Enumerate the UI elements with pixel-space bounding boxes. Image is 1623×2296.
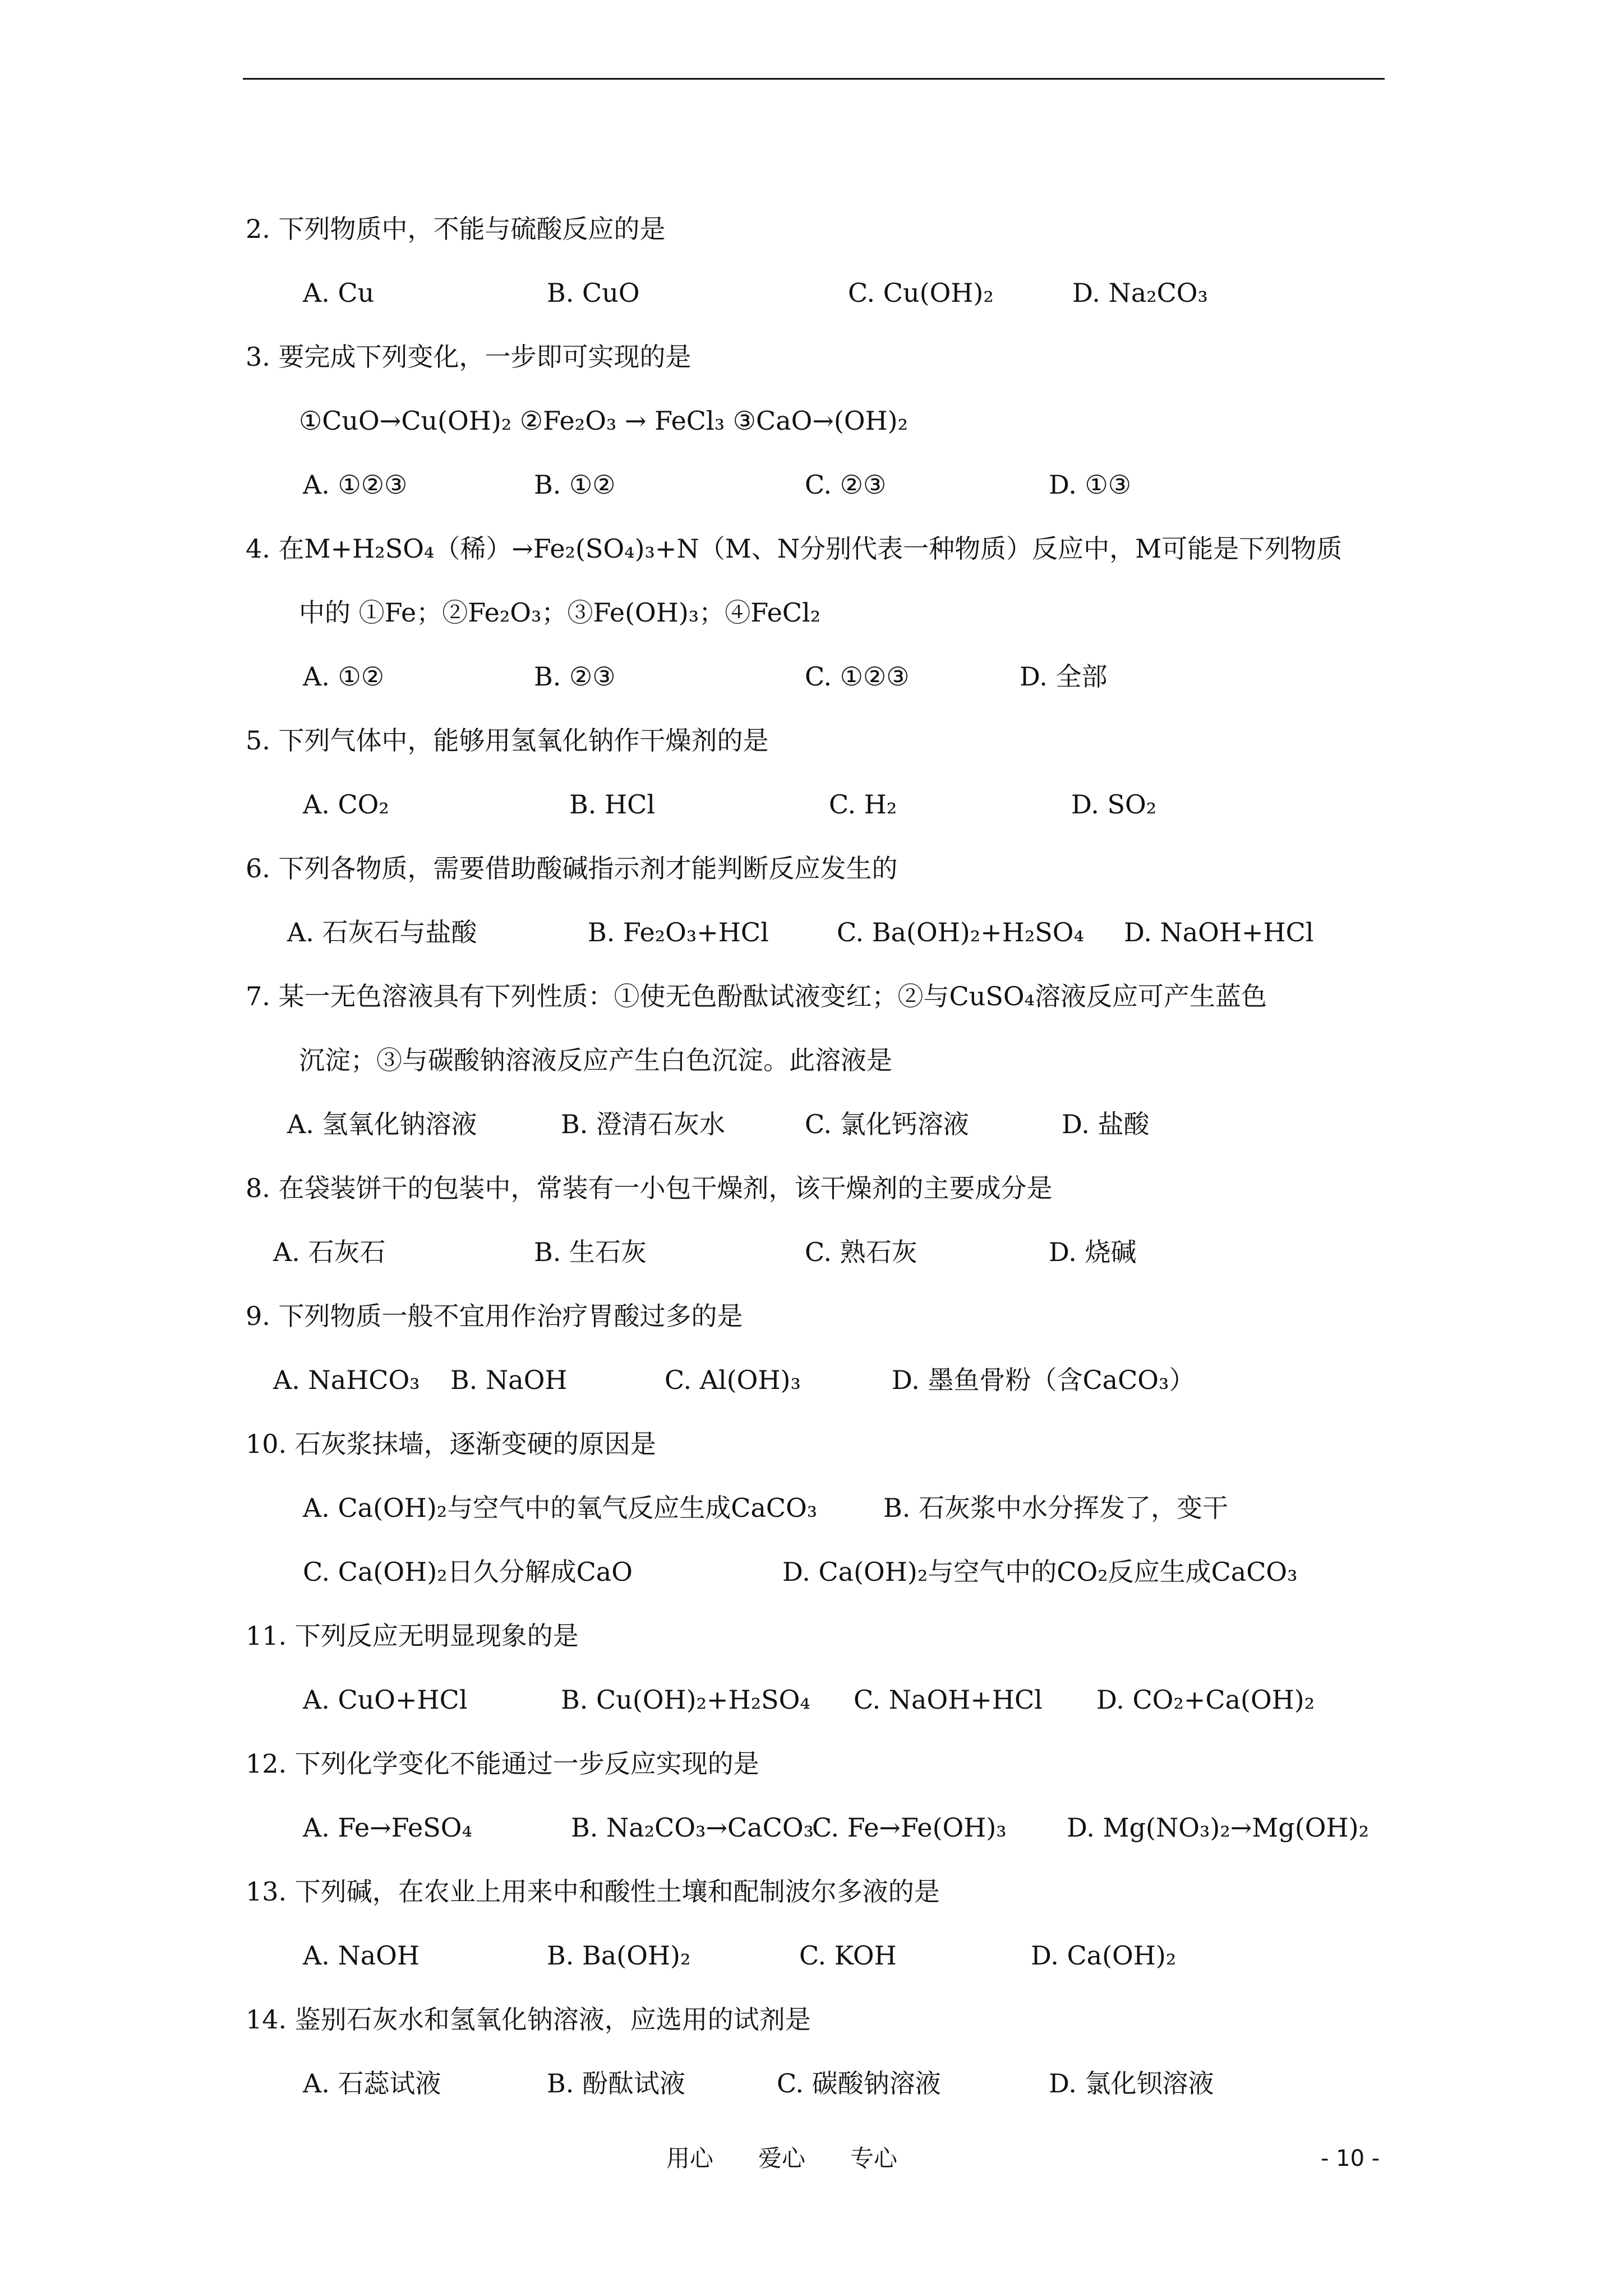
option-b: B. NaOH bbox=[450, 1365, 568, 1395]
option-b: B. HCl bbox=[569, 789, 656, 820]
option-d: D. Na₂CO₃ bbox=[1072, 278, 1208, 308]
option-a: A. 石蕊试液 bbox=[303, 2068, 441, 2099]
option-a: A. Ca(OH)₂与空气中的氧气反应生成CaCO₃ bbox=[303, 1493, 818, 1523]
option-a: A. ①② bbox=[303, 661, 384, 692]
question-9-stem: 9. 下列物质一般不宜用作治疗胃酸过多的是 bbox=[246, 1301, 743, 1331]
option-b: B. ②③ bbox=[534, 661, 616, 692]
option-b: B. Ba(OH)₂ bbox=[547, 1940, 691, 1971]
option-a: A. CuO+HCl bbox=[303, 1685, 468, 1715]
option-a: A. CO₂ bbox=[303, 789, 389, 820]
option-d: D. 全部 bbox=[1020, 661, 1108, 692]
option-c: C. 氯化钙溶液 bbox=[805, 1109, 969, 1139]
option-b: B. Cu(OH)₂+H₂SO₄ bbox=[561, 1685, 810, 1715]
question-11-stem: 11. 下列反应无明显现象的是 bbox=[246, 1621, 579, 1651]
question-7-stem-line2: 沉淀；③与碳酸钠溶液反应产生白色沉淀。此溶液是 bbox=[299, 1045, 892, 1075]
question-12-stem: 12. 下列化学变化不能通过一步反应实现的是 bbox=[246, 1749, 759, 1779]
question-13-stem: 13. 下列碱，在农业上用来中和酸性土壤和配制波尔多液的是 bbox=[246, 1876, 940, 1907]
option-b: B. 石灰浆中水分挥发了，变干 bbox=[883, 1493, 1229, 1523]
option-a: A. 氢氧化钠溶液 bbox=[287, 1109, 477, 1139]
header-rule bbox=[243, 78, 1385, 80]
option-a: A. Cu bbox=[303, 278, 375, 308]
question-8-stem: 8. 在袋装饼干的包装中，常装有一小包干燥剂，该干燥剂的主要成分是 bbox=[246, 1173, 1053, 1203]
option-d: D. 氯化钡溶液 bbox=[1049, 2068, 1214, 2099]
option-b: B. CuO bbox=[547, 278, 640, 308]
option-d: D. 盐酸 bbox=[1062, 1109, 1150, 1139]
option-c: C. 熟石灰 bbox=[805, 1237, 917, 1267]
option-c: C. ②③ bbox=[805, 470, 887, 500]
option-a: A. 石灰石与盐酸 bbox=[287, 917, 477, 947]
option-d: D. 烧碱 bbox=[1049, 1237, 1137, 1267]
option-c: C. Fe→Fe(OH)₃ bbox=[812, 1812, 1007, 1843]
footer-motto-3: 专心 bbox=[850, 2145, 898, 2172]
question-14-stem: 14. 鉴别石灰水和氢氧化钠溶液，应选用的试剂是 bbox=[246, 2004, 811, 2035]
option-a: A. NaOH bbox=[303, 1940, 419, 1971]
footer-motto-1: 用心 bbox=[666, 2145, 714, 2172]
option-a: A. Fe→FeSO₄ bbox=[303, 1812, 472, 1843]
option-b: B. Fe₂O₃+HCl bbox=[588, 917, 769, 947]
option-a: A. NaHCO₃ bbox=[273, 1365, 420, 1395]
page-number: - 10 - bbox=[1321, 2146, 1380, 2171]
option-b: B. ①② bbox=[534, 470, 616, 500]
option-c: C. Ba(OH)₂+H₂SO₄ bbox=[837, 917, 1084, 947]
option-d: D. Ca(OH)₂ bbox=[1031, 1940, 1177, 1971]
option-b: B. 澄清石灰水 bbox=[561, 1109, 726, 1139]
question-10-stem: 10. 石灰浆抹墙，逐渐变硬的原因是 bbox=[246, 1429, 656, 1459]
question-6-stem: 6. 下列各物质，需要借助酸碱指示剂才能判断反应发生的 bbox=[246, 853, 898, 884]
option-d: D. NaOH+HCl bbox=[1124, 917, 1314, 947]
option-c: C. Ca(OH)₂日久分解成CaO bbox=[303, 1557, 633, 1587]
option-b: B. Na₂CO₃→CaCO₃ bbox=[571, 1812, 814, 1843]
question-3-stem-line2: ①CuO→Cu(OH)₂ ②Fe₂O₃ → FeCl₃ ③CaO→(OH)₂ bbox=[299, 406, 909, 436]
option-d: D. Mg(NO₃)₂→Mg(OH)₂ bbox=[1067, 1812, 1370, 1843]
question-7-stem: 7. 某一无色溶液具有下列性质：①使无色酚酞试液变红；②与CuSO₄溶液反应可产生蓝色 bbox=[246, 981, 1267, 1011]
option-c: C. H₂ bbox=[829, 789, 897, 820]
footer-motto bbox=[666, 2143, 942, 2174]
option-c: C. KOH bbox=[799, 1940, 897, 1971]
option-c: C. Cu(OH)₂ bbox=[848, 278, 994, 308]
question-2-stem: 2. 下列物质中，不能与硫酸反应的是 bbox=[246, 214, 666, 244]
option-d: D. ①③ bbox=[1049, 470, 1131, 500]
option-d: D. SO₂ bbox=[1071, 789, 1157, 820]
option-c: C. 碳酸钠溶液 bbox=[777, 2068, 941, 2099]
option-d: D. Ca(OH)₂与空气中的CO₂反应生成CaCO₃ bbox=[782, 1557, 1298, 1587]
option-d: D. 墨鱼骨粉（含CaCO₃） bbox=[892, 1365, 1195, 1395]
footer-motto-2: 爱心 bbox=[758, 2145, 806, 2172]
option-a: A. 石灰石 bbox=[273, 1237, 386, 1267]
question-4-stem-line2: 中的 ①Fe；②Fe₂O₃；③Fe(OH)₃；④FeCl₂ bbox=[299, 597, 821, 628]
option-c: C. NaOH+HCl bbox=[854, 1685, 1043, 1715]
option-b: B. 生石灰 bbox=[534, 1237, 647, 1267]
option-d: D. CO₂+Ca(OH)₂ bbox=[1096, 1685, 1315, 1715]
question-4-stem: 4. 在M+H₂SO₄（稀）→Fe₂(SO₄)₃+N（M、N分别代表一种物质）反应中，M可能是下列物质 bbox=[246, 533, 1343, 564]
option-b: B. 酚酞试液 bbox=[547, 2068, 686, 2099]
option-c: C. ①②③ bbox=[805, 661, 910, 692]
option-c: C. Al(OH)₃ bbox=[665, 1365, 801, 1395]
option-a: A. ①②③ bbox=[303, 470, 408, 500]
question-5-stem: 5. 下列气体中，能够用氢氧化钠作干燥剂的是 bbox=[246, 725, 769, 756]
question-3-stem: 3. 要完成下列变化，一步即可实现的是 bbox=[246, 342, 691, 372]
